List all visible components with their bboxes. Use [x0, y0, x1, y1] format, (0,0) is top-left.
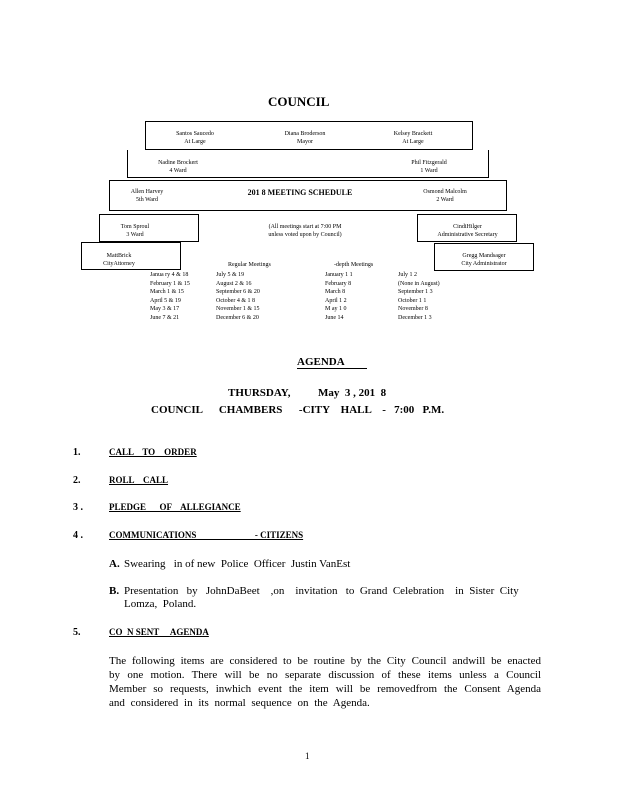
member-name: Kelsey Brackett: [393, 131, 433, 137]
schedule-entry: December 6 & 20: [216, 314, 259, 321]
member-name: Tom Sproul: [120, 224, 150, 230]
agenda-subitem-text: Swearing in of new Police Officer Justin VanEst: [124, 558, 351, 570]
schedule-entry: March 8: [325, 289, 346, 295]
member-role: 4 Ward: [169, 168, 187, 174]
schedule-entry: February 8: [325, 280, 352, 287]
schedule-entry: July 5 & 19: [216, 272, 245, 278]
council-member-harvey: [112, 188, 182, 204]
schedule-entry: February 1 & 15: [150, 280, 190, 287]
regular-meetings-col2: [216, 271, 260, 322]
agenda-item-number: 1.: [73, 447, 81, 458]
member-role: At Large: [402, 139, 424, 145]
agenda-item-title: ROLL CALL: [109, 475, 169, 485]
schedule-note-line1: (All meetings start at 7:00 PM: [268, 224, 342, 230]
member-name: Allen Harvey: [130, 189, 164, 195]
council-member-saucedo: [160, 130, 230, 146]
schedule-entry: November 8: [398, 306, 428, 312]
member-role: At Large: [184, 139, 206, 145]
meeting-location: COUNCIL CHAMBERS -CITY HALL - 7:00 P.M.: [151, 404, 445, 416]
schedule-entry: June 7 & 21: [150, 314, 180, 321]
city-administrator-mandsager: [440, 252, 528, 268]
schedule-entry: April 1 2: [325, 297, 347, 304]
regular-meetings-col1: [150, 271, 190, 322]
schedule-entry: September 1 3: [398, 289, 433, 295]
schedule-entry: May 3 & 17: [150, 306, 180, 312]
member-name: CindiHilger: [453, 224, 482, 230]
depth-meetings-col1: [325, 271, 353, 322]
member-name: Nadine Brockert: [158, 160, 198, 166]
member-name: Gregg Mandsager: [462, 253, 506, 259]
depth-meetings-header: -depth Meetings: [334, 262, 374, 268]
schedule-entry: M ay 1 0: [325, 306, 347, 312]
agenda-item-title: CALL TO ORDER: [109, 447, 197, 457]
agenda-item-title: COMMUNICATIONS - CITIZENS: [109, 530, 304, 540]
member-name: Santos Saucedo: [176, 131, 214, 137]
agenda-item-title: CO N SENT AGENDA: [109, 627, 209, 637]
agenda-item-number: 2.: [73, 475, 81, 486]
schedule-entry: January 1 1: [325, 272, 353, 278]
member-role: Mayor: [297, 139, 313, 145]
city-attorney-brick: [84, 252, 154, 268]
schedule-entry: December 1 3: [398, 314, 432, 321]
member-role: 3 Ward: [126, 232, 144, 238]
schedule-entry: July 1 2: [398, 272, 418, 278]
council-member-fitzgerald: [394, 159, 464, 175]
council-member-brockert: [143, 159, 213, 175]
member-role: 2 Ward: [436, 197, 454, 203]
depth-meetings-col2: [398, 271, 440, 322]
agenda-item-number: 4 .: [73, 530, 83, 541]
consent-agenda-paragraph: The following items are considered to be routine by the City Council andwill be enacted by one motion. There will be no separate discussion of these items unless a Council Member so requests, inwhich event the item will be removedfrom the Consent Agenda and considered in its normal sequence on the Agenda.: [109, 655, 541, 709]
agenda-item-number: 5.: [73, 627, 81, 638]
member-name: MattBrick: [106, 253, 132, 259]
schedule-entry: April 5 & 19: [150, 297, 181, 304]
schedule-entry: March 1 & 15: [150, 289, 184, 295]
member-name: Diana Broderson: [284, 131, 326, 137]
administrative-secretary-hilger: [420, 223, 515, 239]
council-member-sproul: [100, 223, 170, 239]
schedule-entry: (None in August): [398, 280, 440, 287]
schedule-entry: Janua ry 4 & 18: [150, 272, 189, 278]
schedule-entry: August 2 & 16: [216, 280, 252, 287]
schedule-title: 201 8 MEETING SCHEDULE: [247, 188, 353, 197]
agenda-subitem-text-cont: Lomza, Poland.: [124, 598, 197, 610]
schedule-note-line2: unless voted upon by Council): [268, 232, 342, 238]
member-role: 1 Ward: [420, 168, 438, 174]
council-member-malcolm: [410, 188, 480, 204]
schedule-entry: June 14: [325, 314, 344, 321]
page-title: COUNCIL: [268, 94, 330, 109]
member-role: City Administrator: [461, 261, 507, 267]
mayor-broderson: [270, 130, 340, 146]
member-role: 5th Ward: [136, 197, 158, 203]
schedule-entry: October 4 & 1 8: [216, 297, 255, 304]
page-number: 1: [305, 751, 310, 761]
agenda-subitem-label: A.: [109, 558, 120, 570]
agenda-subitem-label: B.: [109, 585, 120, 597]
member-name: Osmond Malcolm: [423, 189, 467, 195]
member-role: CityAttorney: [103, 261, 135, 267]
council-member-brackett: [378, 130, 448, 146]
schedule-entry: November 1 & 15: [216, 306, 260, 312]
meeting-date: THURSDAY, May 3 , 201 8: [228, 387, 387, 399]
schedule-entry: September 6 & 20: [216, 289, 260, 295]
schedule-entry: October 1 1: [398, 297, 427, 304]
agenda-heading: AGENDA: [297, 356, 367, 369]
member-name: Phil Fitzgerald: [411, 160, 447, 166]
regular-meetings-header: Regular Meetings: [228, 262, 271, 268]
agenda-item-title: PLEDGE OF ALLEGIANCE: [109, 502, 241, 512]
agenda-item-number: 3 .: [73, 502, 83, 513]
schedule-note: [240, 223, 370, 239]
member-role: Administrative Secretary: [437, 232, 498, 238]
agenda-subitem-text: Presentation by JohnDaBeet ,on invitation to Grand Celebration in Sister City: [124, 585, 519, 597]
